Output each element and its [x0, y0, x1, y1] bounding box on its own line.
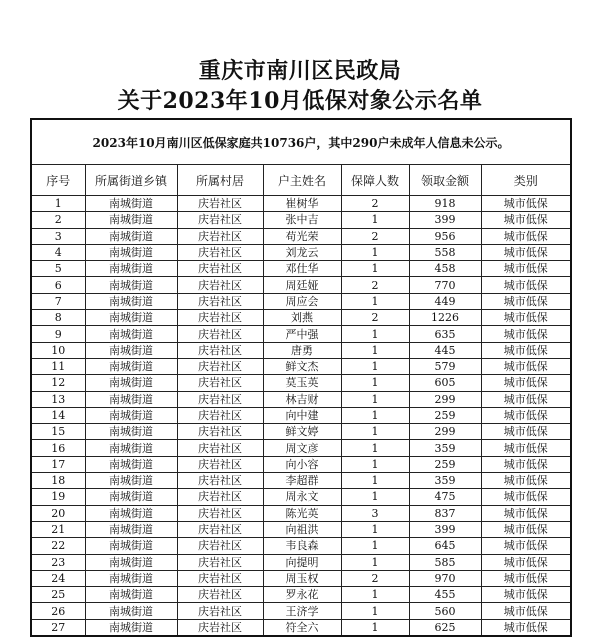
- cell-amount: 645: [409, 538, 481, 554]
- cell-street: 南城街道: [85, 619, 177, 636]
- cell-street: 南城街道: [85, 505, 177, 521]
- title-line-1: 重庆市南川区民政局: [198, 58, 402, 84]
- cell-householder: 周应会: [263, 293, 341, 309]
- cell-street: 南城街道: [85, 293, 177, 309]
- cell-street: 南城街道: [85, 277, 177, 293]
- cell-community: 庆岩社区: [177, 473, 263, 489]
- cell-street: 南城街道: [85, 538, 177, 554]
- table-row: [31, 261, 571, 277]
- cell-index: 27: [31, 619, 85, 636]
- table-row: [31, 342, 571, 358]
- cell-persons: 1: [341, 521, 409, 537]
- cell-community: 庆岩社区: [177, 277, 263, 293]
- cell-householder: 张中吉: [263, 212, 341, 228]
- cell-persons: 2: [341, 196, 409, 212]
- cell-street: 南城街道: [85, 456, 177, 472]
- cell-category: 城市低保: [481, 554, 571, 570]
- table-row: [31, 424, 571, 440]
- cell-index: 25: [31, 587, 85, 603]
- summary-text: 2023年10月南川区低保家庭共10736户，其中290户未成年人信息未公示。: [31, 119, 571, 165]
- table-row: [31, 473, 571, 489]
- cell-street: 南城街道: [85, 358, 177, 374]
- cell-community: 庆岩社区: [177, 619, 263, 636]
- cell-community: 庆岩社区: [177, 440, 263, 456]
- cell-category: 城市低保: [481, 277, 571, 293]
- cell-category: 城市低保: [481, 424, 571, 440]
- cell-householder: 唐勇: [263, 342, 341, 358]
- table-row: [31, 358, 571, 374]
- document-title: [0, 56, 600, 116]
- cell-community: 庆岩社区: [177, 505, 263, 521]
- cell-amount: 259: [409, 456, 481, 472]
- cell-householder: 李超群: [263, 473, 341, 489]
- cell-amount: 558: [409, 244, 481, 260]
- cell-persons: 1: [341, 473, 409, 489]
- cell-amount: 605: [409, 375, 481, 391]
- cell-category: 城市低保: [481, 473, 571, 489]
- cell-category: 城市低保: [481, 310, 571, 326]
- cell-persons: 1: [341, 424, 409, 440]
- cell-householder: 鲜文婷: [263, 424, 341, 440]
- cell-amount: 560: [409, 603, 481, 619]
- cell-category: 城市低保: [481, 196, 571, 212]
- cell-amount: 956: [409, 228, 481, 244]
- cell-category: 城市低保: [481, 456, 571, 472]
- cell-amount: 259: [409, 407, 481, 423]
- cell-category: 城市低保: [481, 440, 571, 456]
- cell-community: 庆岩社区: [177, 424, 263, 440]
- cell-street: 南城街道: [85, 424, 177, 440]
- table-row: [31, 505, 571, 521]
- cell-householder: 周玉权: [263, 570, 341, 586]
- cell-amount: 970: [409, 570, 481, 586]
- cell-persons: 1: [341, 212, 409, 228]
- cell-street: 南城街道: [85, 261, 177, 277]
- cell-index: 19: [31, 489, 85, 505]
- cell-amount: 635: [409, 326, 481, 342]
- cell-persons: 2: [341, 310, 409, 326]
- cell-persons: 1: [341, 293, 409, 309]
- cell-index: 26: [31, 603, 85, 619]
- cell-householder: 鲜文杰: [263, 358, 341, 374]
- cell-community: 庆岩社区: [177, 456, 263, 472]
- cell-index: 8: [31, 310, 85, 326]
- cell-index: 13: [31, 391, 85, 407]
- cell-community: 庆岩社区: [177, 342, 263, 358]
- cell-street: 南城街道: [85, 326, 177, 342]
- cell-householder: 周廷娅: [263, 277, 341, 293]
- cell-index: 1: [31, 196, 85, 212]
- table-row: [31, 521, 571, 537]
- cell-persons: 1: [341, 391, 409, 407]
- cell-index: 24: [31, 570, 85, 586]
- table-row: [31, 538, 571, 554]
- cell-street: 南城街道: [85, 196, 177, 212]
- cell-community: 庆岩社区: [177, 326, 263, 342]
- cell-persons: 2: [341, 228, 409, 244]
- cell-householder: 向中建: [263, 407, 341, 423]
- cell-householder: 向祖洪: [263, 521, 341, 537]
- cell-street: 南城街道: [85, 603, 177, 619]
- cell-category: 城市低保: [481, 489, 571, 505]
- cell-persons: 1: [341, 261, 409, 277]
- cell-householder: 苟光荣: [263, 228, 341, 244]
- cell-community: 庆岩社区: [177, 554, 263, 570]
- cell-street: 南城街道: [85, 310, 177, 326]
- cell-householder: 韦良森: [263, 538, 341, 554]
- cell-persons: 1: [341, 603, 409, 619]
- cell-householder: 严中强: [263, 326, 341, 342]
- cell-persons: 1: [341, 554, 409, 570]
- cell-category: 城市低保: [481, 521, 571, 537]
- cell-householder: 刘龙云: [263, 244, 341, 260]
- cell-amount: 299: [409, 391, 481, 407]
- cell-persons: 3: [341, 505, 409, 521]
- column-header: 所属村居: [177, 165, 263, 196]
- cell-amount: 770: [409, 277, 481, 293]
- cell-community: 庆岩社区: [177, 603, 263, 619]
- cell-community: 庆岩社区: [177, 570, 263, 586]
- cell-persons: 1: [341, 440, 409, 456]
- cell-community: 庆岩社区: [177, 196, 263, 212]
- cell-householder: 向小容: [263, 456, 341, 472]
- cell-community: 庆岩社区: [177, 310, 263, 326]
- cell-index: 3: [31, 228, 85, 244]
- cell-persons: 1: [341, 619, 409, 636]
- table-row: [31, 489, 571, 505]
- cell-amount: 359: [409, 440, 481, 456]
- table-row: [31, 244, 571, 260]
- cell-community: 庆岩社区: [177, 358, 263, 374]
- title-line-2: 关于2023年10月低保对象公示名单: [117, 88, 483, 114]
- cell-street: 南城街道: [85, 587, 177, 603]
- cell-persons: 1: [341, 375, 409, 391]
- cell-index: 21: [31, 521, 85, 537]
- table-row: [31, 570, 571, 586]
- cell-community: 庆岩社区: [177, 538, 263, 554]
- cell-householder: 向提明: [263, 554, 341, 570]
- cell-householder: 王济学: [263, 603, 341, 619]
- cell-street: 南城街道: [85, 521, 177, 537]
- cell-amount: 449: [409, 293, 481, 309]
- cell-category: 城市低保: [481, 244, 571, 260]
- cell-persons: 1: [341, 244, 409, 260]
- cell-index: 12: [31, 375, 85, 391]
- cell-street: 南城街道: [85, 473, 177, 489]
- cell-street: 南城街道: [85, 228, 177, 244]
- column-header: 类别: [481, 165, 571, 196]
- cell-amount: 475: [409, 489, 481, 505]
- table-row: [31, 293, 571, 309]
- cell-amount: 445: [409, 342, 481, 358]
- cell-community: 庆岩社区: [177, 391, 263, 407]
- cell-index: 18: [31, 473, 85, 489]
- cell-amount: 1226: [409, 310, 481, 326]
- cell-householder: 莫玉英: [263, 375, 341, 391]
- cell-amount: 399: [409, 521, 481, 537]
- cell-street: 南城街道: [85, 212, 177, 228]
- cell-index: 11: [31, 358, 85, 374]
- table-row: [31, 456, 571, 472]
- cell-index: 23: [31, 554, 85, 570]
- cell-category: 城市低保: [481, 603, 571, 619]
- header-row: [31, 165, 571, 196]
- cell-persons: 1: [341, 456, 409, 472]
- cell-index: 2: [31, 212, 85, 228]
- cell-householder: 罗永花: [263, 587, 341, 603]
- cell-community: 庆岩社区: [177, 244, 263, 260]
- cell-category: 城市低保: [481, 358, 571, 374]
- recipient-table: [30, 118, 572, 637]
- table-row: [31, 391, 571, 407]
- cell-community: 庆岩社区: [177, 587, 263, 603]
- cell-community: 庆岩社区: [177, 375, 263, 391]
- cell-index: 16: [31, 440, 85, 456]
- cell-street: 南城街道: [85, 489, 177, 505]
- cell-persons: 1: [341, 358, 409, 374]
- cell-index: 17: [31, 456, 85, 472]
- cell-index: 5: [31, 261, 85, 277]
- cell-amount: 579: [409, 358, 481, 374]
- cell-street: 南城街道: [85, 244, 177, 260]
- cell-amount: 455: [409, 587, 481, 603]
- table-row: [31, 554, 571, 570]
- cell-index: 9: [31, 326, 85, 342]
- table-row: [31, 196, 571, 212]
- cell-category: 城市低保: [481, 326, 571, 342]
- cell-amount: 299: [409, 424, 481, 440]
- table-row: [31, 587, 571, 603]
- cell-category: 城市低保: [481, 212, 571, 228]
- cell-persons: 1: [341, 587, 409, 603]
- cell-persons: 2: [341, 277, 409, 293]
- cell-householder: 周文彦: [263, 440, 341, 456]
- cell-index: 4: [31, 244, 85, 260]
- table-row: [31, 603, 571, 619]
- table-row: [31, 212, 571, 228]
- cell-community: 庆岩社区: [177, 407, 263, 423]
- cell-street: 南城街道: [85, 440, 177, 456]
- cell-householder: 周永文: [263, 489, 341, 505]
- cell-householder: 邓仕华: [263, 261, 341, 277]
- cell-street: 南城街道: [85, 554, 177, 570]
- cell-community: 庆岩社区: [177, 521, 263, 537]
- cell-persons: 1: [341, 538, 409, 554]
- cell-persons: 2: [341, 570, 409, 586]
- cell-community: 庆岩社区: [177, 293, 263, 309]
- cell-community: 庆岩社区: [177, 261, 263, 277]
- table-row: [31, 310, 571, 326]
- cell-category: 城市低保: [481, 261, 571, 277]
- cell-householder: 刘燕: [263, 310, 341, 326]
- cell-category: 城市低保: [481, 538, 571, 554]
- cell-householder: 崔树华: [263, 196, 341, 212]
- cell-category: 城市低保: [481, 293, 571, 309]
- table-row: [31, 228, 571, 244]
- cell-category: 城市低保: [481, 228, 571, 244]
- table-row: [31, 326, 571, 342]
- cell-category: 城市低保: [481, 587, 571, 603]
- column-header: 户主姓名: [263, 165, 341, 196]
- cell-community: 庆岩社区: [177, 212, 263, 228]
- summary-row: [31, 119, 571, 165]
- table-row: [31, 375, 571, 391]
- table-row: [31, 407, 571, 423]
- cell-index: 20: [31, 505, 85, 521]
- cell-index: 10: [31, 342, 85, 358]
- cell-street: 南城街道: [85, 375, 177, 391]
- cell-amount: 918: [409, 196, 481, 212]
- cell-index: 22: [31, 538, 85, 554]
- cell-street: 南城街道: [85, 570, 177, 586]
- cell-amount: 458: [409, 261, 481, 277]
- cell-category: 城市低保: [481, 375, 571, 391]
- cell-street: 南城街道: [85, 342, 177, 358]
- cell-index: 14: [31, 407, 85, 423]
- cell-persons: 1: [341, 342, 409, 358]
- cell-category: 城市低保: [481, 391, 571, 407]
- cell-householder: 符全六: [263, 619, 341, 636]
- cell-amount: 399: [409, 212, 481, 228]
- cell-persons: 1: [341, 326, 409, 342]
- column-header: 保障人数: [341, 165, 409, 196]
- cell-index: 15: [31, 424, 85, 440]
- table-row: [31, 440, 571, 456]
- cell-persons: 1: [341, 407, 409, 423]
- column-header: 领取金额: [409, 165, 481, 196]
- cell-category: 城市低保: [481, 570, 571, 586]
- cell-street: 南城街道: [85, 407, 177, 423]
- cell-amount: 625: [409, 619, 481, 636]
- cell-community: 庆岩社区: [177, 489, 263, 505]
- cell-amount: 837: [409, 505, 481, 521]
- table-row: [31, 277, 571, 293]
- cell-category: 城市低保: [481, 342, 571, 358]
- cell-amount: 585: [409, 554, 481, 570]
- cell-street: 南城街道: [85, 391, 177, 407]
- cell-category: 城市低保: [481, 505, 571, 521]
- cell-category: 城市低保: [481, 619, 571, 636]
- cell-community: 庆岩社区: [177, 228, 263, 244]
- column-header: 所属街道乡镇: [85, 165, 177, 196]
- cell-householder: 陈光英: [263, 505, 341, 521]
- cell-category: 城市低保: [481, 407, 571, 423]
- cell-index: 7: [31, 293, 85, 309]
- cell-persons: 1: [341, 489, 409, 505]
- cell-householder: 林吉财: [263, 391, 341, 407]
- cell-index: 6: [31, 277, 85, 293]
- column-header: 序号: [31, 165, 85, 196]
- cell-amount: 359: [409, 473, 481, 489]
